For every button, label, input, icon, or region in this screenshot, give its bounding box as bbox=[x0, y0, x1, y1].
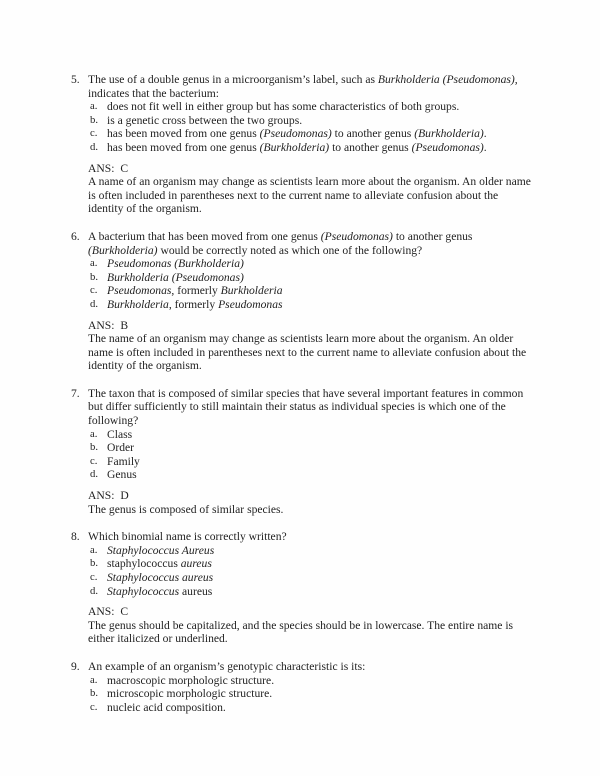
option-text bbox=[107, 428, 532, 442]
text-segment: Order bbox=[107, 441, 135, 455]
option-letter: b. bbox=[90, 557, 99, 570]
answer-block bbox=[88, 489, 532, 516]
option-letter: d. bbox=[90, 297, 99, 310]
answer-line bbox=[88, 489, 532, 503]
option-row bbox=[88, 127, 532, 141]
question-stem bbox=[88, 73, 532, 100]
text-segment: indicates that the bacterium: bbox=[88, 86, 220, 100]
option-row bbox=[88, 141, 532, 155]
italic-text-segment: (Burkholderia) bbox=[414, 127, 484, 141]
italic-text-segment: (Pseudomonas) bbox=[320, 229, 393, 243]
option-letter: c. bbox=[90, 454, 98, 467]
option-row bbox=[88, 585, 532, 599]
text-segment: aureus bbox=[179, 584, 213, 598]
option-letter: c. bbox=[90, 284, 98, 297]
text-segment: , formerly bbox=[168, 297, 219, 311]
question-number: 8. bbox=[71, 530, 80, 544]
text-segment: Class bbox=[107, 427, 133, 441]
answer-rationale: The genus is composed of similar species. bbox=[88, 502, 284, 516]
text-segment: The use of a double genus in a microorganism’s label, such as bbox=[88, 73, 378, 86]
option-text bbox=[107, 257, 532, 271]
option-row bbox=[88, 687, 532, 701]
option-text bbox=[107, 114, 532, 128]
italic-text-segment: (Pseudomonas) bbox=[259, 127, 332, 141]
answer-line bbox=[88, 605, 532, 619]
italic-text-segment: Burkholderia bbox=[107, 297, 169, 311]
answer-letter: C bbox=[120, 161, 129, 175]
option-row bbox=[88, 455, 532, 469]
answer-label: ANS: bbox=[88, 489, 115, 503]
option-row bbox=[88, 298, 532, 312]
option-letter: d. bbox=[90, 584, 99, 597]
option-row bbox=[88, 284, 532, 298]
text-segment: to another genus bbox=[392, 229, 473, 243]
option-letter: b. bbox=[90, 687, 99, 700]
option-text bbox=[107, 284, 532, 298]
option-text bbox=[107, 100, 532, 114]
option-letter: b. bbox=[90, 270, 99, 283]
option-text bbox=[107, 544, 532, 558]
option-row bbox=[88, 428, 532, 442]
italic-text-segment: Burkholderia bbox=[220, 284, 283, 298]
option-letter: b. bbox=[90, 441, 99, 454]
text-segment: has been moved from one genus bbox=[107, 127, 260, 141]
italic-text-segment: (Pseudomonas) bbox=[411, 140, 484, 154]
question-stem bbox=[88, 230, 532, 257]
question-body bbox=[88, 387, 532, 516]
option-text bbox=[107, 271, 532, 285]
option-text bbox=[107, 701, 532, 715]
option-letter: a. bbox=[90, 543, 98, 556]
option-letter: d. bbox=[90, 140, 99, 153]
text-segment: to another genus bbox=[329, 140, 412, 154]
question-item bbox=[71, 73, 532, 216]
question-stem bbox=[88, 660, 532, 674]
text-segment: does not fit well in either group but has some characteristics of both groups. bbox=[107, 100, 460, 114]
question-number: 9. bbox=[71, 659, 80, 673]
option-row bbox=[88, 571, 532, 585]
question-number: 5. bbox=[71, 73, 80, 86]
option-letter: d. bbox=[90, 468, 99, 481]
option-letter: a. bbox=[90, 673, 98, 686]
answer-rationale: The name of an organism may change as scientists learn more about the organism. An older name is often included in parentheses next to the current name to alleviate confusion about the identity of the organism. bbox=[88, 332, 527, 373]
question-stem bbox=[88, 530, 532, 544]
option-letter: b. bbox=[90, 113, 99, 126]
italic-text-segment: (Burkholderia) bbox=[259, 140, 330, 154]
option-letter: a. bbox=[90, 257, 98, 270]
text-segment: Genus bbox=[107, 468, 137, 482]
text-segment: Which binomial name is correctly written? bbox=[88, 530, 287, 544]
option-text bbox=[107, 441, 532, 455]
option-text bbox=[107, 141, 532, 155]
option-row bbox=[88, 100, 532, 114]
question-body bbox=[88, 660, 532, 714]
italic-text-segment: Pseudomonas bbox=[107, 284, 172, 298]
option-letter: c. bbox=[90, 127, 98, 140]
text-segment: Family bbox=[107, 454, 140, 468]
answer-line bbox=[88, 162, 532, 176]
italic-text-segment: Pseudomonas (Burkholderia) bbox=[107, 257, 244, 271]
option-text bbox=[107, 585, 532, 599]
option-text bbox=[107, 674, 532, 688]
text-segment: microscopic morphologic structure. bbox=[107, 687, 273, 701]
italic-text-segment: Staphylococcus bbox=[107, 584, 180, 598]
text-segment: The taxon that is composed of similar species that have several important features in common but differ sufficiently to still maintain their status as individual species is which one of the following? bbox=[88, 386, 524, 428]
italic-text-segment: Burkholderia (Pseudomonas), bbox=[377, 73, 518, 86]
text-segment: to another genus bbox=[331, 127, 415, 141]
text-segment: nucleic acid composition. bbox=[107, 700, 226, 714]
option-text bbox=[107, 468, 532, 482]
italic-text-segment: Staphylococcus aureus bbox=[107, 571, 214, 584]
question-number: 7. bbox=[71, 386, 80, 400]
option-letter: a. bbox=[90, 100, 98, 113]
option-row bbox=[88, 701, 532, 715]
option-row bbox=[88, 271, 532, 285]
question-body bbox=[88, 530, 532, 646]
option-text bbox=[107, 557, 532, 571]
answer-label: ANS: bbox=[88, 605, 115, 619]
text-segment: would be correctly noted as which one of the following? bbox=[157, 243, 423, 257]
answer-letter: B bbox=[120, 318, 129, 332]
text-segment: A bacterium that has been moved from one genus bbox=[88, 229, 321, 243]
answer-block bbox=[88, 162, 532, 216]
question-item bbox=[71, 660, 532, 714]
text-segment: is a genetic cross between the two groups. bbox=[107, 113, 303, 127]
answer-label: ANS: bbox=[88, 318, 115, 332]
question-body bbox=[88, 230, 532, 373]
question-number: 6. bbox=[71, 229, 80, 243]
option-text bbox=[107, 127, 532, 141]
text-segment: staphylococcus bbox=[107, 557, 181, 571]
question-body bbox=[88, 73, 532, 216]
option-row bbox=[88, 114, 532, 128]
option-row bbox=[88, 557, 532, 571]
answer-letter: D bbox=[120, 489, 129, 503]
italic-text-segment: Pseudomonas bbox=[218, 297, 283, 311]
text-segment: has been moved from one genus bbox=[107, 140, 260, 154]
option-letter: c. bbox=[90, 700, 98, 713]
text-segment: , formerly bbox=[171, 284, 221, 298]
text-segment: . bbox=[483, 140, 487, 154]
answer-rationale: The genus should be capitalized, and the species should be in lowercase. The entire name is either italicized or underlined. bbox=[88, 618, 514, 646]
question-stem bbox=[88, 387, 532, 428]
text-segment: macroscopic morphologic structure. bbox=[107, 673, 275, 687]
question-item bbox=[71, 387, 532, 516]
text-segment: . bbox=[483, 127, 487, 141]
italic-text-segment: aureus bbox=[180, 557, 212, 571]
option-row bbox=[88, 544, 532, 558]
option-text bbox=[107, 571, 532, 585]
option-text bbox=[107, 687, 532, 701]
option-row bbox=[88, 674, 532, 688]
answer-rationale: A name of an organism may change as scientists learn more about the organism. An older name is often included in parentheses next to the current name to alleviate confusion about the identity of the organism. bbox=[88, 175, 531, 216]
text-segment: An example of an organism’s genotypic characteristic is its: bbox=[88, 659, 366, 673]
option-row bbox=[88, 441, 532, 455]
option-letter: c. bbox=[90, 571, 98, 583]
option-row bbox=[88, 468, 532, 482]
question-list bbox=[71, 73, 532, 714]
italic-text-segment: Burkholderia (Pseudomonas) bbox=[107, 270, 244, 284]
option-letter: a. bbox=[90, 427, 98, 440]
answer-label: ANS: bbox=[88, 161, 115, 175]
answer-line bbox=[88, 319, 532, 333]
option-text bbox=[107, 298, 532, 312]
answer-block bbox=[88, 319, 532, 373]
option-text bbox=[107, 455, 532, 469]
italic-text-segment: (Burkholderia) bbox=[88, 243, 158, 257]
question-item bbox=[71, 230, 532, 373]
question-item bbox=[71, 530, 532, 646]
italic-text-segment: Staphylococcus Aureus bbox=[107, 543, 215, 557]
option-row bbox=[88, 257, 532, 271]
answer-letter: C bbox=[120, 605, 129, 619]
answer-block bbox=[88, 605, 532, 646]
